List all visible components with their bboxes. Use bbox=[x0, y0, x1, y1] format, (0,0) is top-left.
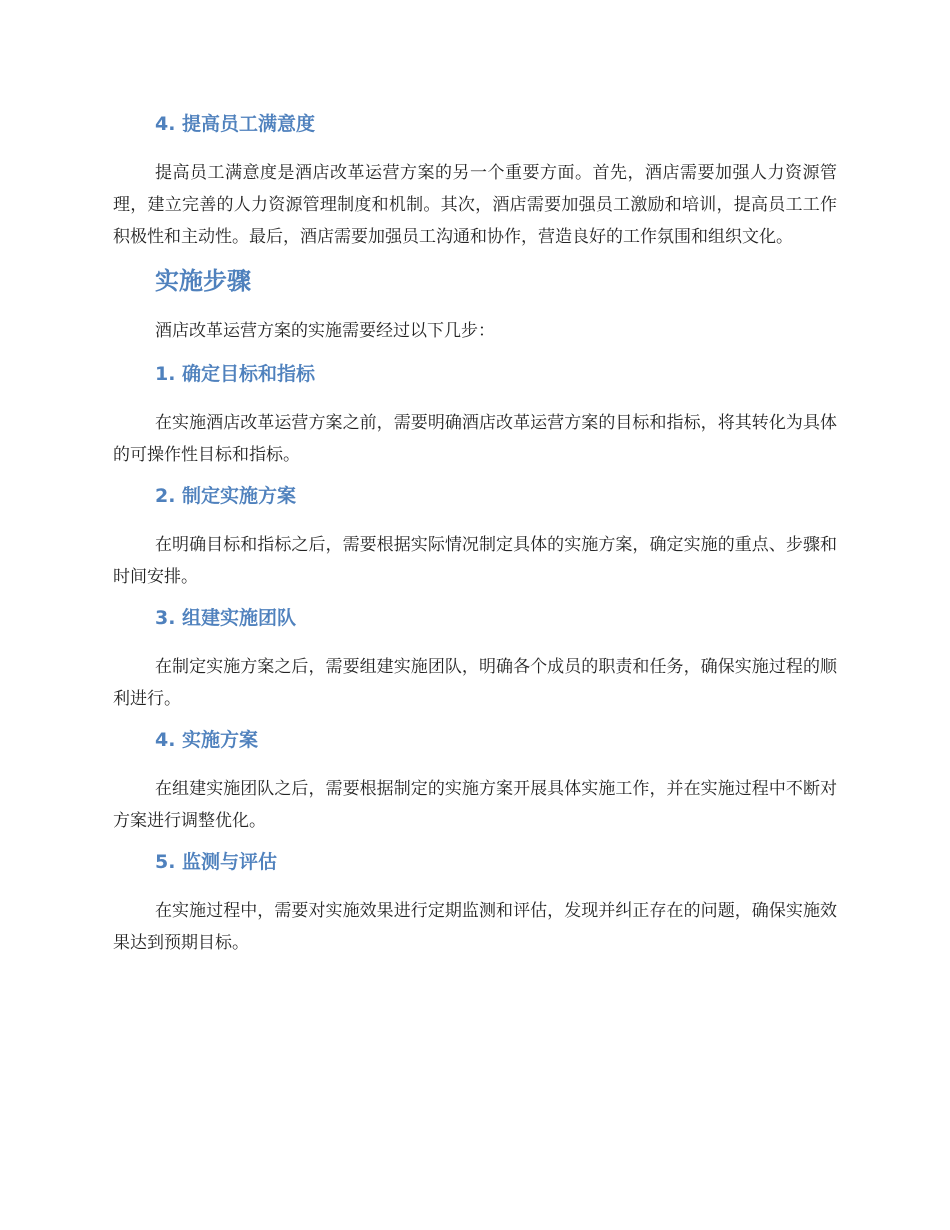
paragraph-step-4: 在组建实施团队之后，需要根据制定的实施方案开展具体实施工作，并在实施过程中不断对方案进行调整优化。 bbox=[113, 779, 837, 831]
heading-improve-employee-satisfaction: 4. 提高员工满意度 bbox=[155, 113, 316, 135]
paragraph-step-1: 在实施酒店改革运营方案之前，需要明确酒店改革运营方案的目标和指标，将其转化为具体的可操作性目标和指标。 bbox=[113, 413, 837, 465]
paragraph-step-3: 在制定实施方案之后，需要组建实施团队，明确各个成员的职责和任务，确保实施过程的顺利进行。 bbox=[113, 657, 837, 709]
paragraph-step-2: 在明确目标和指标之后，需要根据实际情况制定具体的实施方案，确定实施的重点、步骤和时间安排。 bbox=[113, 535, 837, 587]
paragraph-employee-satisfaction: 提高员工满意度是酒店改革运营方案的另一个重要方面。首先，酒店需要加强人力资源管理，建立完善的人力资源管理制度和机制。其次，酒店需要加强员工激励和培训，提高员工工作积极性和主动性。最后，酒店需要加强员工沟通和协作，营造良好的工作氛围和组织文化。 bbox=[113, 163, 837, 247]
heading-step-2: 2. 制定实施方案 bbox=[155, 485, 297, 507]
heading-step-3: 3. 组建实施团队 bbox=[155, 607, 297, 629]
document-body bbox=[113, 109, 837, 959]
heading-implementation-steps: 实施步骤 bbox=[155, 267, 251, 295]
heading-step-1: 1. 确定目标和指标 bbox=[155, 363, 316, 385]
heading-step-4: 4. 实施方案 bbox=[155, 729, 259, 751]
paragraph-implementation-intro: 酒店改革运营方案的实施需要经过以下几步： bbox=[155, 321, 495, 341]
paragraph-step-5: 在实施过程中，需要对实施效果进行定期监测和评估，发现并纠正存在的问题，确保实施效果达到预期目标。 bbox=[113, 901, 837, 953]
heading-step-5: 5. 监测与评估 bbox=[155, 851, 278, 873]
